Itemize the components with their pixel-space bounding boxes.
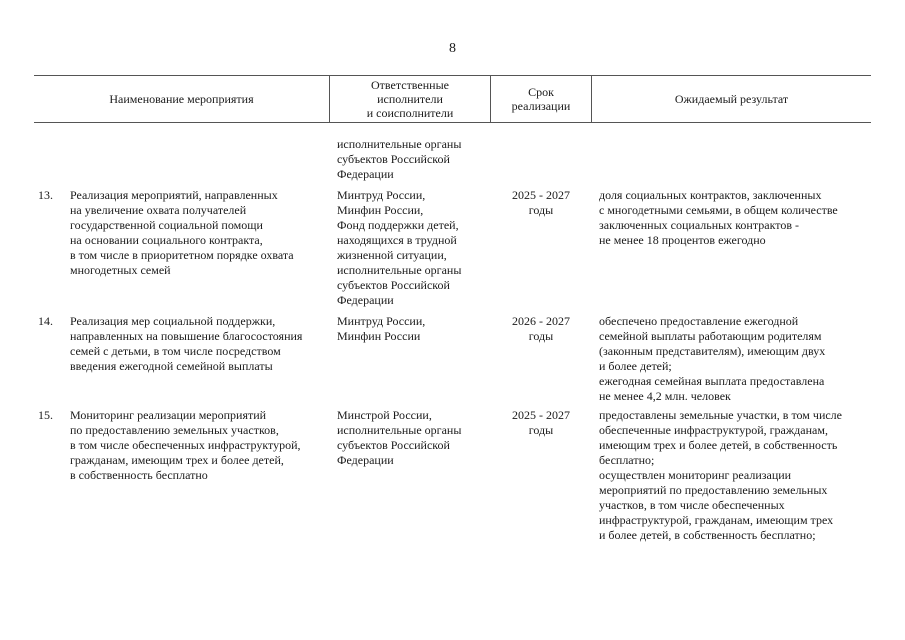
column-header-name bbox=[34, 75, 329, 122]
column-header-term-label: Срок реализации bbox=[511, 84, 571, 113]
row-13-result: доля социальных контрактов, заключенных с многодетными семьями, в общем количестве заключенных социальных контрактов - не менее 18 процентов ежегодно bbox=[599, 188, 838, 247]
row-14-name: Реализация мер социальной поддержки, направленных на повышение благосостояния семей с детьми, в том числе посредством введения ежегодной семейной выплаты bbox=[70, 314, 303, 373]
row-13-number: 13. bbox=[38, 188, 53, 202]
continuation-executors: исполнительные органы субъектов Российской Федерации bbox=[337, 137, 462, 181]
row-14-result: обеспечено предоставление ежегодной семейной выплаты работающим родителям (законным представителям), имеющим двух и более детей; ежегодная семейная выплата предоставлена не менее 4,2 млн. человек bbox=[599, 314, 826, 403]
column-header-name-label: Наименование мероприятия bbox=[109, 91, 254, 106]
row-13-executors: Минтруд России, Минфин России, Фонд поддержки детей, находящихся в трудной жизненной ситуации, исполнительные органы субъектов Российской Федерации bbox=[337, 188, 462, 307]
page-number: 8 bbox=[449, 41, 456, 56]
column-header-result bbox=[592, 75, 871, 122]
row-15-number: 15. bbox=[38, 408, 53, 422]
row-14-executors: Минтруд России, Минфин России bbox=[337, 314, 426, 343]
row-14-number: 14. bbox=[38, 314, 53, 328]
column-header-executors-label: Ответственные исполнители и соисполнители bbox=[366, 77, 454, 120]
table-header-rule bbox=[34, 122, 871, 123]
row-15-result: предоставлены земельные участки, в том числе обеспеченные инфраструктурой, гражданам, имеющим трех и более детей, в собственность бесплатно; осуществлен мониторинг реализации мероприятий по предоставлению земельных участков, в том числе обеспеченных инфраструктурой, гражданам, имеющим трех и более детей, в собственность бесплатно; bbox=[599, 408, 842, 542]
row-15-executors: Минстрой России, исполнительные органы субъектов Российской Федерации bbox=[337, 408, 462, 467]
row-15-term: 2025 - 2027 годы bbox=[512, 408, 570, 437]
column-header-term bbox=[491, 75, 591, 122]
column-header-executors bbox=[330, 75, 490, 122]
row-15-name: Мониторинг реализации мероприятий по предоставлению земельных участков, в том числе обеспеченных инфраструктурой, гражданам, имеющим трех и более детей, в собственность бесплатно bbox=[70, 408, 301, 482]
row-13-name: Реализация мероприятий, направленных на увеличение охвата получателей государственной социальной помощи на основании социального контракта, в том числе в приоритетном порядке охвата многодетных семей bbox=[70, 188, 294, 277]
row-13-term: 2025 - 2027 годы bbox=[512, 188, 570, 217]
column-header-result-label: Ожидаемый результат bbox=[674, 91, 789, 106]
row-14-term: 2026 - 2027 годы bbox=[512, 314, 570, 343]
